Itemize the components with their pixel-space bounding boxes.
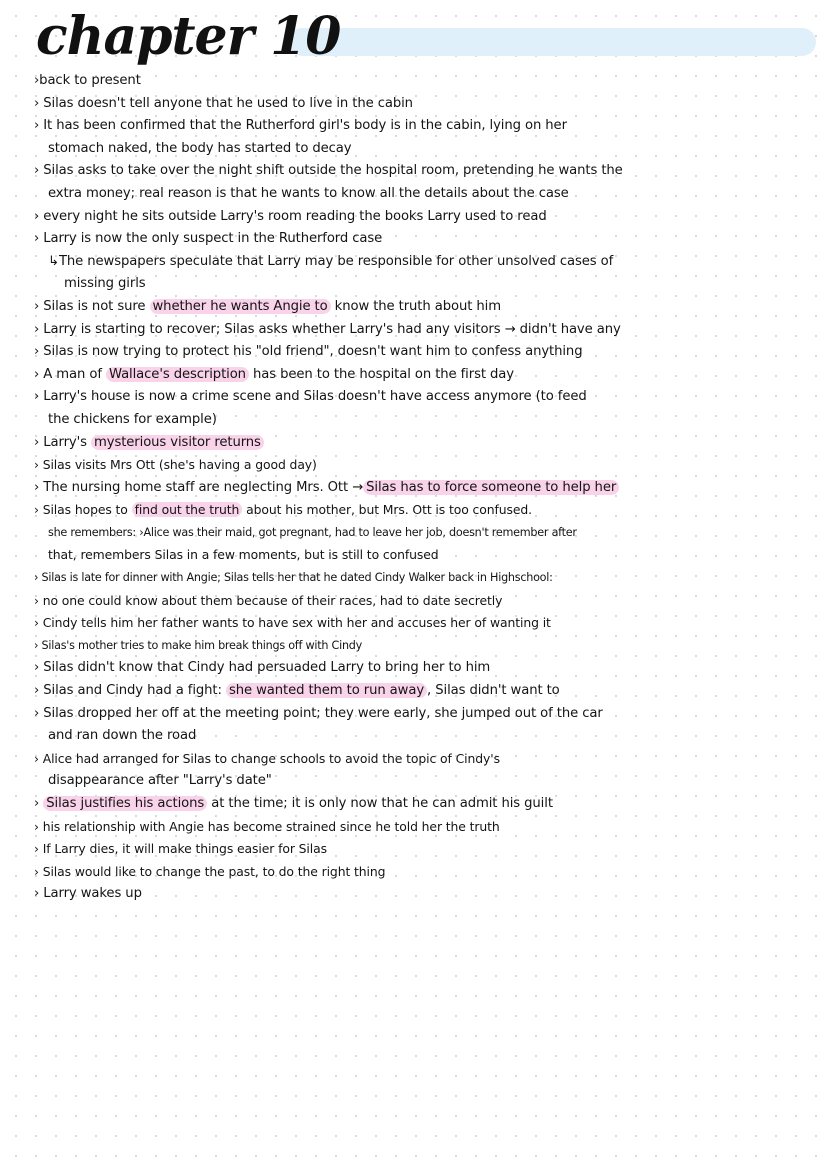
note-line [34,454,816,477]
highlighted-text: mysterious visitor returns [91,435,264,450]
note-text: extra money; real reason is that he wants to know all the details about the case [48,185,569,201]
note-line [34,93,816,116]
note-line [34,70,816,93]
note-text: › Alice had arranged for Silas to change schools to avoid the topic of Cindy's [34,750,500,766]
note-text: ›back to present [34,73,141,88]
note-line [34,228,816,251]
note-text: › every night he sits outside Larry's room reading the books Larry used to read [34,208,547,224]
note-line [34,251,816,274]
note-line [34,296,816,319]
note-line [34,657,816,680]
note-line [34,364,816,387]
note-line [34,544,816,567]
note-text: › Silas is not sure [34,298,150,314]
note-text: › Silas asks to take over the night shift outside the hospital room, pretending he wants the [34,163,623,179]
note-text: › It has been confirmed that the Rutherford girl's body is in the cabin, lying on her [34,118,567,134]
note-text: › Larry's house is now a crime scene and Silas doesn't have access anymore (to feed [34,389,587,405]
note-text: › Silas is late for dinner with Angie; Silas tells her that he dated Cindy Walker back in Highschool: [34,571,553,585]
note-line [34,770,816,793]
note-text: › Silas and Cindy had a fight: [34,683,226,699]
note-text: › Silas dropped her off at the meeting point; they were early, she jumped out of the car [34,705,603,721]
note-line [34,138,816,161]
note-line [34,183,816,206]
note-line [34,160,816,183]
note-text: and ran down the road [48,728,197,744]
note-text: ↳The newspapers speculate that Larry may be responsible for other unsolved cases of [48,253,614,269]
note-text: › A man of [34,366,106,382]
note-text: › Silas visits Mrs Ott (she's having a good day) [34,457,317,473]
note-text: › The nursing home staff are neglecting Mrs. Ott → [34,479,364,495]
note-line [34,432,816,455]
note-line [34,273,816,296]
note-text: stomach naked, the body has started to decay [48,140,352,156]
note-line [34,522,816,545]
note-line [34,409,816,432]
note-line [34,883,816,906]
note-line [34,612,816,635]
chapter-title: chapter 10 [36,6,341,67]
highlighted-text: Wallace's description [106,367,249,382]
note-text: , Silas didn't want to [427,683,560,699]
note-text: › Larry wakes up [34,886,142,902]
note-line [34,861,816,884]
note-line [34,319,816,342]
note-text: that, remembers Silas in a few moments, but is still to confused [48,547,439,563]
note-line [34,635,816,658]
note-line [34,680,816,703]
note-text: know the truth about him [330,298,501,314]
note-text: › Larry's [34,434,91,450]
note-text: the chickens for example) [48,411,217,427]
note-line [34,590,816,613]
note-text: at the time; it is only now that he can admit his guilt [207,796,553,811]
note-line [34,816,816,839]
note-text: › If Larry dies, it will make things easier for Silas [34,841,327,857]
note-text: › Larry is now the only suspect in the Rutherford case [34,231,383,247]
note-text: has been to the hospital on the first day [248,366,514,382]
highlighted-text: find out the truth [132,502,243,517]
chapter-header [36,4,816,74]
note-line [34,748,816,771]
note-text: › Cindy tells him her father wants to have sex with her and accuses her of wanting it [34,615,551,631]
note-text: › no one could know about them because of their races, had to date secretly [34,592,503,608]
note-line [34,793,816,816]
note-line [34,725,816,748]
note-text: › his relationship with Angie has become strained since he told her the truth [34,818,500,834]
notes-list [34,70,816,906]
note-line [34,386,816,409]
note-line [34,477,816,500]
note-line [34,567,816,590]
title-highlight-bar [288,28,816,56]
highlighted-text: she wanted them to run away [226,683,427,698]
note-line [34,703,816,726]
note-text: disappearance after "Larry's date" [48,773,272,789]
note-line [34,838,816,861]
highlighted-text: Silas justifies his actions [43,796,207,811]
note-text: › Silas would like to change the past, to do the right thing [34,863,386,879]
note-line [34,341,816,364]
note-text: › Silas hopes to [34,502,132,518]
note-text: › Silas is now trying to protect his "old friend", doesn't want him to confess anything [34,344,583,360]
note-line [34,499,816,522]
note-text: › Silas didn't know that Cindy had persuaded Larry to bring her to him [34,660,491,676]
note-text: missing girls [64,276,146,292]
note-text: she remembers: ›Alice was their maid, got pregnant, had to leave her job, doesn't remember after [48,525,577,539]
note-line [34,206,816,229]
note-text: › Silas's mother tries to make him break things off with Cindy [34,638,363,652]
note-text: › Silas doesn't tell anyone that he used to live in the cabin [34,95,413,111]
note-text: › [34,796,44,811]
highlighted-text: Silas has to force someone to help her [363,480,619,495]
note-text: about his mother, but Mrs. Ott is too confused. [242,502,532,518]
highlighted-text: whether he wants Angie to [150,299,331,314]
note-text: › Larry is starting to recover; Silas asks whether Larry's had any visitors → didn't have any [34,321,621,337]
note-line [34,115,816,138]
